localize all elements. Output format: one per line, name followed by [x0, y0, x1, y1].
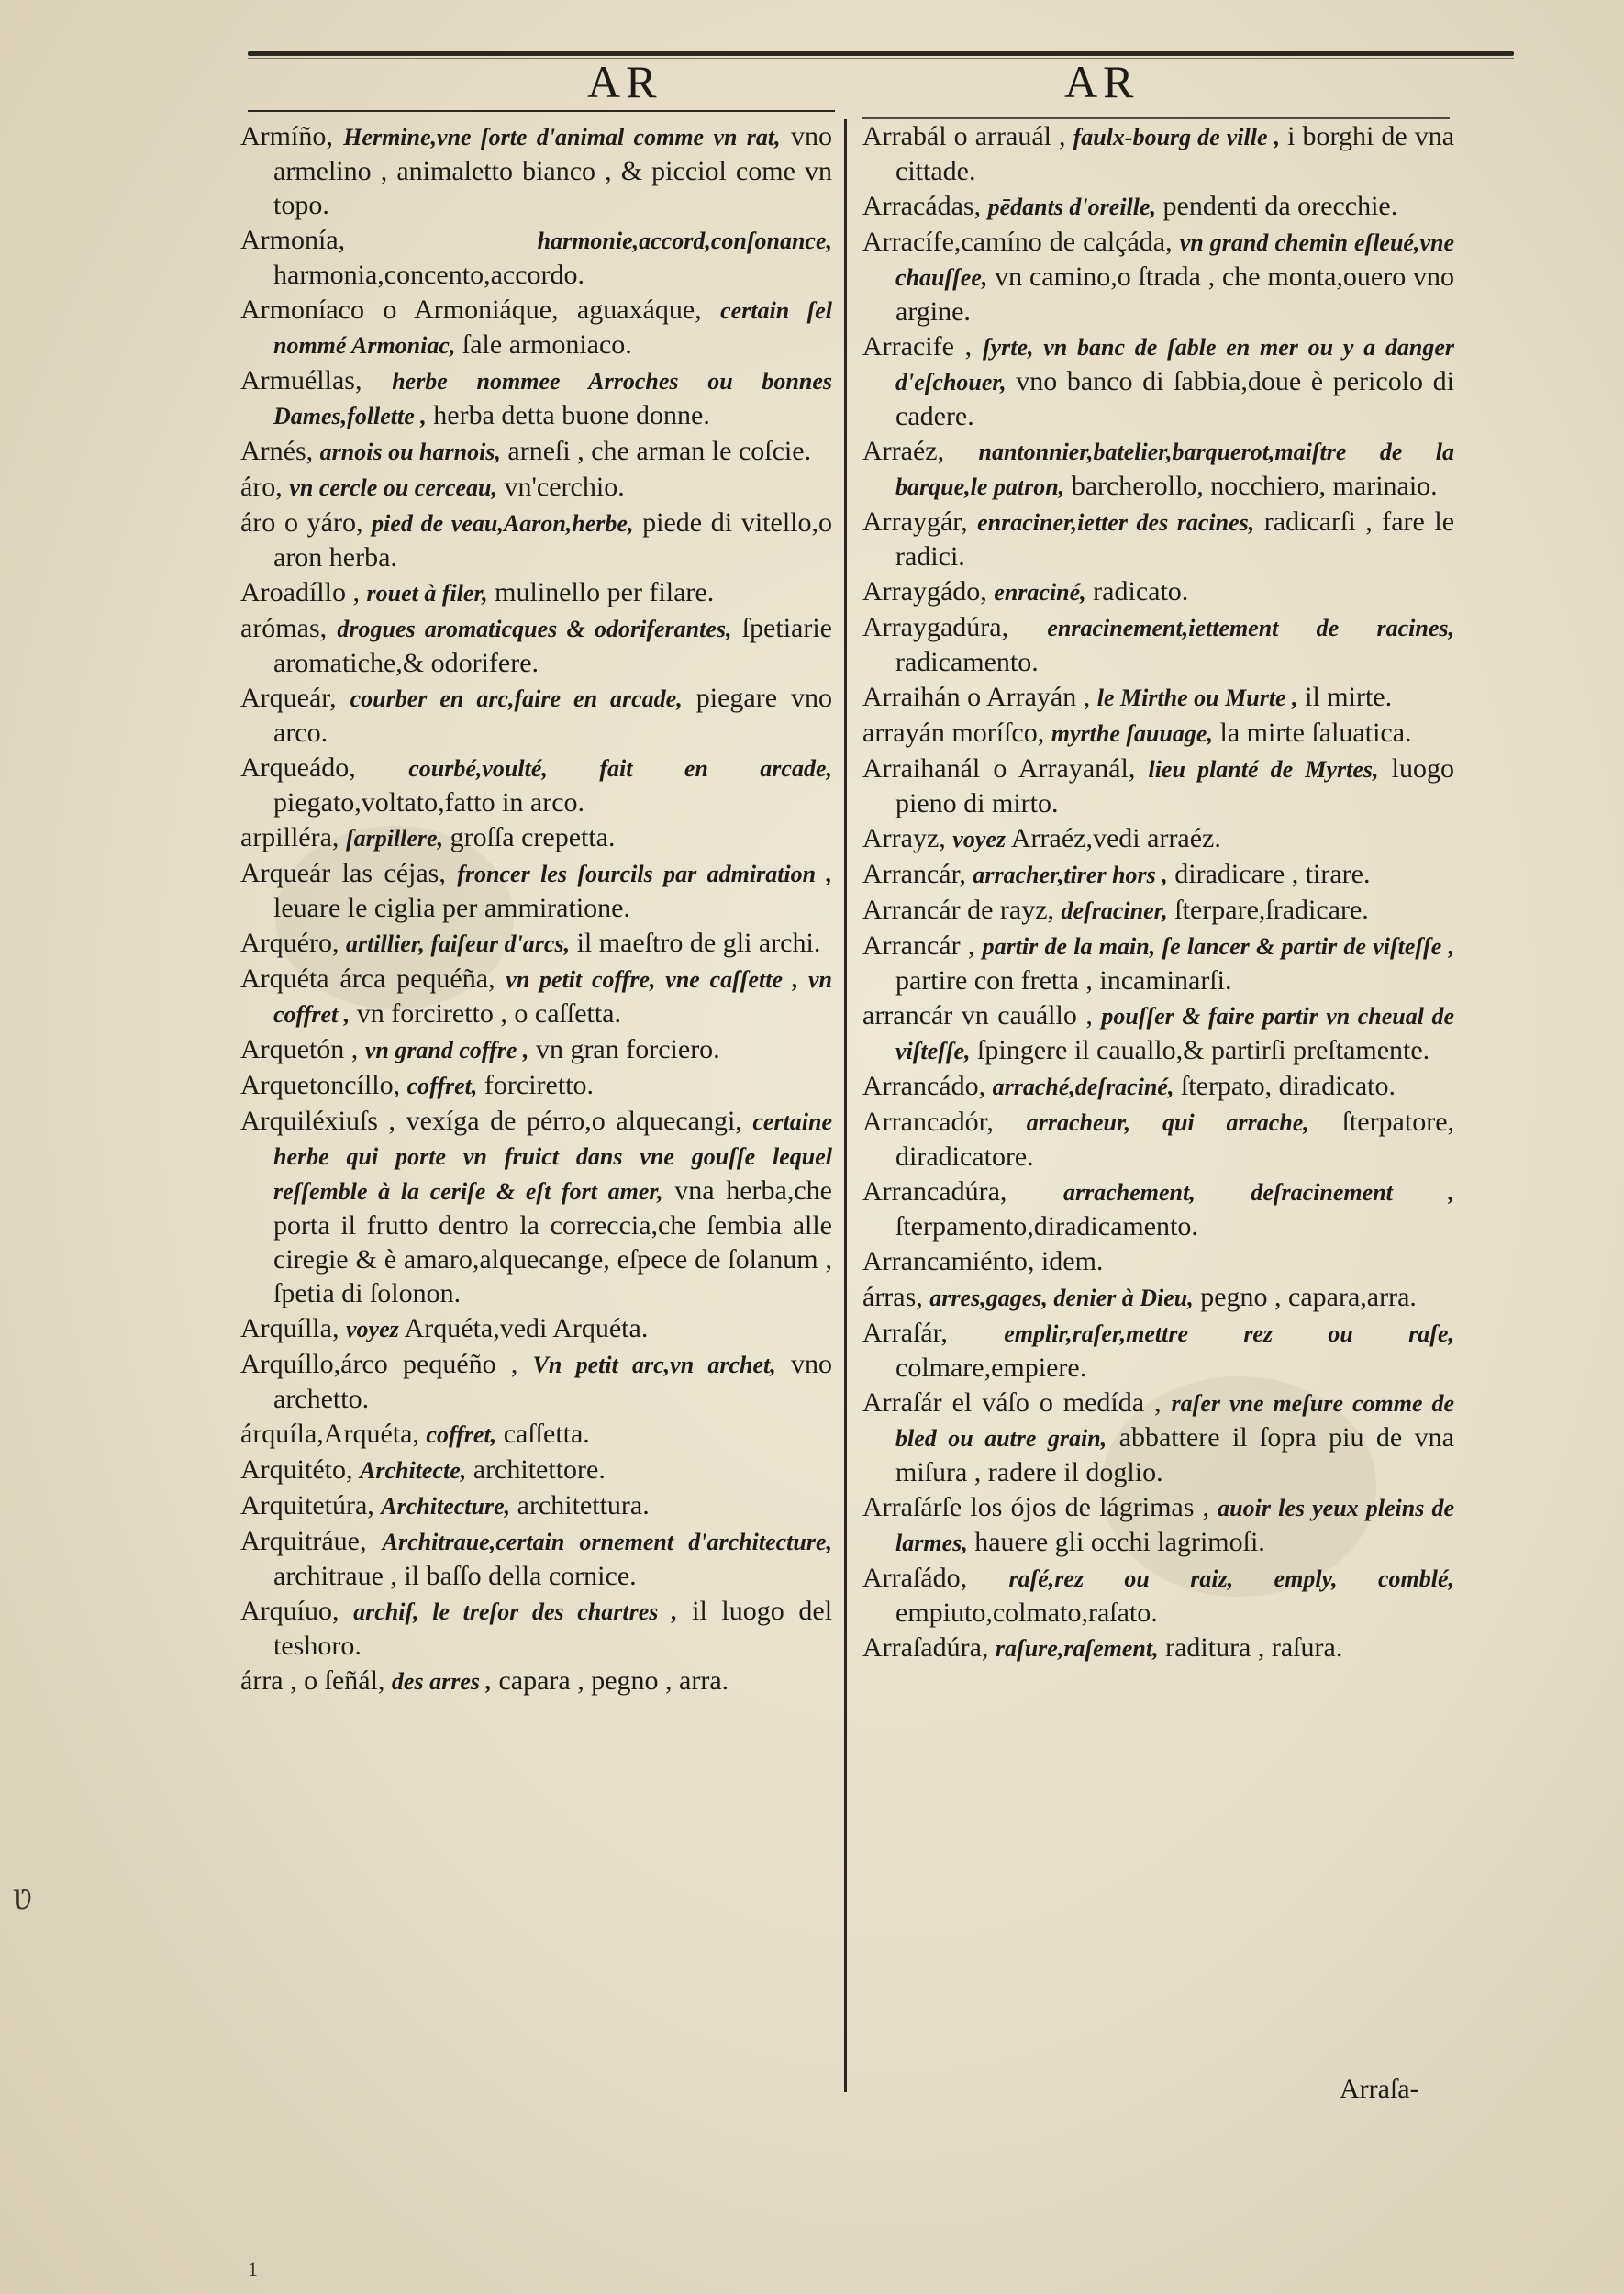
- entry-italian: forciretto.: [484, 1070, 595, 1100]
- entry-headword: Arrancár ,: [862, 930, 975, 961]
- entry-headword: Arraſár el váſo o medída ,: [862, 1387, 1162, 1418]
- dictionary-entry: [862, 1561, 1454, 1630]
- entry-french: deſraciner,: [1061, 897, 1168, 924]
- entry-headword: arrayán moríſco,: [862, 718, 1045, 748]
- dictionary-entry: [862, 1631, 1454, 1665]
- entry-headword: Arracífe,camíno de calçáda,: [862, 227, 1173, 257]
- entry-french: Hermine,vne ſorte d'animal comme vn rat,: [343, 124, 781, 150]
- entry-headword: arrancár vn cauállo ,: [862, 1000, 1093, 1030]
- entry-italian: vn forciretto , o caſſetta.: [356, 998, 621, 1029]
- dictionary-entry: [862, 716, 1454, 751]
- entry-italian: Arquéta,vedi Arquéta.: [404, 1313, 649, 1343]
- dictionary-entry: [240, 1524, 832, 1593]
- entry-french: ſyrte, vn banc de ſable en mer ou y a danger d'eſchouer,: [895, 334, 1455, 395]
- dictionary-entry: [862, 998, 1454, 1068]
- entry-french: raſer vne meſure comme de bled ou autre grain,: [895, 1390, 1455, 1452]
- entry-headword: Arraſár,: [862, 1318, 948, 1348]
- entry-italian: i borghi de vna cittade.: [895, 121, 1455, 186]
- entry-italian: herba detta buone donne.: [433, 400, 710, 430]
- entry-french: emplir,raſer,mettre rez ou raſe,: [1004, 1320, 1454, 1347]
- entry-headword: Arqueár las céjas,: [240, 858, 446, 888]
- dictionary-entry: [240, 293, 832, 362]
- entry-headword: Arrancadúra,: [862, 1176, 1007, 1207]
- entry-headword: Armuéllas,: [240, 365, 362, 395]
- entry-italian: abbattere il ſopra piu de vna miſura , radere il doglio.: [895, 1422, 1455, 1487]
- right-column: [862, 119, 1454, 1666]
- entry-italian: empiuto,colmato,raſato.: [895, 1598, 1158, 1628]
- entry-italian: il maeſtro de gli archi.: [576, 928, 821, 958]
- entry-french: Vn petit arc,vn archet,: [532, 1352, 776, 1378]
- entry-italian: idem.: [1040, 1246, 1104, 1276]
- entry-headword: Arrabál o arrauál ,: [862, 121, 1066, 151]
- dictionary-entry: [862, 1244, 1454, 1279]
- entry-french: certain ſel nommé Armoniac,: [273, 297, 832, 359]
- entry-french: vn petit coffre, vne caſſette , vn coffret ,: [273, 966, 832, 1028]
- entry-italian: architettore.: [473, 1454, 606, 1485]
- entry-french: pēdants d'oreille,: [987, 194, 1157, 220]
- entry-italian: il mirte.: [1305, 682, 1393, 712]
- dictionary-entry: [862, 1069, 1454, 1104]
- column-divider: [844, 119, 847, 2092]
- dictionary-entry: [240, 506, 832, 574]
- entry-headword: Arquílla,: [240, 1313, 339, 1343]
- dictionary-entry: [240, 1068, 832, 1103]
- entry-french: ſarpillere,: [345, 825, 444, 852]
- entry-french: rouet à filer,: [366, 580, 488, 607]
- entry-italian: vno banco di ſabbia,doue è pericolo di cadere.: [895, 366, 1454, 431]
- dictionary-entry: [240, 434, 832, 469]
- entry-french: lieu planté de Myrtes,: [1148, 756, 1379, 783]
- entry-italian: mulinello per filare.: [495, 577, 715, 607]
- dictionary-entry: [862, 929, 1454, 997]
- running-head-right: AR: [1064, 56, 1140, 107]
- entry-italian: raditura , raſura.: [1165, 1632, 1343, 1663]
- entry-headword: Arraygár,: [862, 507, 968, 537]
- dictionary-entry: [240, 751, 832, 819]
- entry-italian: groſſa crepetta.: [450, 822, 616, 852]
- entry-italian: hauere gli occhi lagrimoſi.: [974, 1527, 1265, 1557]
- dictionary-entry: [240, 1417, 832, 1452]
- entry-french: raſé,rez ou raiz, emply, comblé,: [1008, 1565, 1454, 1592]
- entry-french: faulx-bourg de ville ,: [1073, 124, 1281, 150]
- page-mark: 1: [248, 2257, 258, 2280]
- dictionary-entry: [862, 434, 1454, 504]
- entry-headword: arpilléra,: [240, 822, 339, 852]
- dictionary-entry: [862, 1175, 1454, 1243]
- dictionary-entry: [240, 363, 832, 433]
- entry-french: archif, le treſor des chartres ,: [353, 1598, 678, 1625]
- entry-headword: Arraihanál o Arrayanál,: [862, 753, 1136, 784]
- entry-headword: Arquíllo,árco pequéño ,: [240, 1349, 518, 1379]
- entry-headword: Arraſádo,: [862, 1563, 968, 1593]
- dictionary-entry: [240, 223, 832, 292]
- entry-italian: piegare vno arco.: [273, 683, 832, 748]
- dictionary-entry: [240, 962, 832, 1031]
- entry-italian: pegno , capara,arra.: [1200, 1282, 1417, 1312]
- dictionary-entry: [862, 893, 1454, 928]
- entry-french: vn grand chemin eſleué,vne chauſſee,: [895, 229, 1455, 291]
- entry-italian: ſpingere il cauallo,& partirſi preſtamente.: [977, 1035, 1430, 1065]
- dictionary-entry: [862, 505, 1454, 574]
- entry-headword: Arraéz,: [862, 436, 945, 466]
- entry-italian: arneſi , che arman le coſcie.: [507, 436, 812, 466]
- left-column-rule: [248, 110, 835, 112]
- entry-french: froncer les ſourcils par admiration ,: [457, 861, 833, 887]
- entry-french: arres,gages, denier à Dieu,: [929, 1285, 1194, 1311]
- dictionary-entry: [862, 1386, 1454, 1489]
- entry-french: nantonnier,batelier,barquerot,maiſtre de la barque,le patron,: [895, 439, 1455, 500]
- dictionary-entry: [862, 857, 1454, 892]
- dictionary-entry: [862, 1490, 1454, 1560]
- entry-italian: caſſetta.: [503, 1419, 590, 1449]
- dictionary-entry: [862, 1105, 1454, 1174]
- dictionary-entry: [240, 681, 832, 750]
- entry-headword: arómas,: [240, 613, 328, 643]
- entry-french: myrthe ſauuage,: [1051, 720, 1213, 747]
- entry-french: certaine herbe qui porte vn fruict dans vne gouſſe lequel reſſemble à la ceriſe & eſt fort amer,: [273, 1108, 832, 1205]
- entry-headword: Arrancár,: [862, 859, 966, 889]
- entry-headword: Armoníaco o Armoniáque, aguaxáque,: [240, 295, 702, 325]
- catchword: Arraſa-: [1340, 2074, 1419, 2104]
- entry-headword: Arquíuo,: [240, 1596, 339, 1626]
- dictionary-entry: [240, 856, 832, 925]
- entry-italian: vno archetto.: [273, 1349, 832, 1414]
- entry-headword: áro,: [240, 472, 283, 502]
- entry-italian: capara , pegno , arra.: [498, 1665, 729, 1696]
- dictionary-entry: [240, 926, 832, 961]
- entry-italian: barcherollo, nocchiero, marinaio.: [1071, 471, 1438, 501]
- entry-italian: radicamento.: [895, 647, 1039, 677]
- entry-headword: Arquetoncíllo,: [240, 1070, 401, 1100]
- entry-french: voyez: [345, 1316, 399, 1342]
- entry-headword: árquíla,Arquéta,: [240, 1419, 419, 1449]
- entry-headword: Arnés,: [240, 436, 314, 466]
- entry-headword: Arrancadór,: [862, 1107, 994, 1137]
- entry-french: enraciner,ietter des racines,: [977, 509, 1255, 536]
- header-rule-thin: [248, 58, 1514, 59]
- margin-mark: ʋ: [13, 1873, 32, 1918]
- entry-italian: luogo pieno di mirto.: [895, 753, 1455, 818]
- dictionary-entry: [862, 189, 1454, 224]
- entry-french: des arres ,: [391, 1668, 492, 1695]
- entry-headword: áro o yáro,: [240, 507, 363, 538]
- entry-italian: vna herba,che porta il frutto dentro la correccia,che ſembia alle ciregie & è amaro,alquecange, eſpece de ſolanum , ſpetia di ſolonon.: [273, 1175, 832, 1308]
- entry-french: harmonie,accord,conſonance,: [537, 228, 832, 254]
- dictionary-entry: [240, 1311, 832, 1346]
- dictionary-entry: [240, 1594, 832, 1663]
- entry-headword: Aroadíllo ,: [240, 577, 360, 607]
- entry-italian: ſterpatore, diradicatore.: [895, 1107, 1455, 1172]
- entry-italian: leuare le ciglia per ammiratione.: [273, 893, 630, 923]
- entry-headword: Armíño,: [240, 121, 333, 151]
- entry-headword: árras,: [862, 1282, 923, 1312]
- dictionary-entry: [862, 821, 1454, 856]
- entry-french: Architraue,certain ornement d'architecture,: [382, 1529, 832, 1555]
- entry-headword: Arquitéto,: [240, 1454, 353, 1485]
- entry-headword: Arraihán o Arrayán ,: [862, 682, 1091, 712]
- entry-headword: Arquetón ,: [240, 1034, 359, 1064]
- entry-headword: Arquitetúra,: [240, 1490, 374, 1520]
- entry-headword: Arquiléxiuſs , vexíga de pérro,o alquecangi,: [240, 1106, 742, 1136]
- entry-italian: radicato.: [1093, 576, 1189, 607]
- entry-french: Architecte,: [359, 1457, 467, 1484]
- dictionary-entry: [240, 119, 832, 222]
- entry-italian: il luogo del teshoro.: [273, 1596, 833, 1661]
- entry-italian: radicarſi , fare le radici.: [895, 507, 1455, 572]
- dictionary-entry: [240, 470, 832, 505]
- entry-italian: piede di vitello,o aron herba.: [273, 507, 832, 573]
- entry-french: enraciné,: [994, 579, 1086, 606]
- dictionary-entry: [862, 329, 1454, 433]
- entry-headword: Arracife ,: [862, 331, 973, 362]
- entry-french: pied de veau,Aaron,herbe,: [372, 510, 634, 537]
- entry-headword: árra , o ſeñál,: [240, 1665, 385, 1696]
- entry-french: coffret,: [406, 1073, 478, 1099]
- entry-french: vn grand coffre ,: [364, 1037, 529, 1063]
- entry-french: auoir les yeux pleins de larmes,: [895, 1495, 1455, 1556]
- dictionary-entry: [862, 574, 1454, 609]
- dictionary-entry: [240, 820, 832, 855]
- entry-french: Architecture,: [381, 1493, 511, 1520]
- entry-italian: ſale armoniaco.: [462, 329, 632, 360]
- entry-french: arrachement, deſracinement ,: [1063, 1179, 1454, 1206]
- dictionary-entry: [862, 1280, 1454, 1315]
- entry-italian: ſterpato, diradicato.: [1180, 1071, 1396, 1101]
- entry-french: artillier, faiſeur d'arcs,: [345, 930, 571, 957]
- entry-headword: Armonía,: [240, 225, 346, 255]
- entry-italian: ſterpamento,diradicamento.: [895, 1211, 1198, 1242]
- entry-italian: architraue , il baſſo della cornice.: [273, 1561, 637, 1591]
- entry-headword: Arquéta árca pequéña,: [240, 963, 495, 994]
- dictionary-entry: [240, 1664, 832, 1698]
- entry-french: voyez: [952, 826, 1007, 852]
- entry-french: herbe nommee Arroches ou bonnes Dames,follette ,: [273, 368, 832, 429]
- dictionary-entry: [862, 752, 1454, 820]
- entry-headword: Arqueádo,: [240, 752, 356, 783]
- entry-headword: Arraygádo,: [862, 576, 987, 607]
- dictionary-entry: [240, 611, 832, 680]
- entry-headword: Arracádas,: [862, 191, 982, 221]
- entry-italian: vn'cerchio.: [504, 472, 625, 502]
- entry-headword: Arquitráue,: [240, 1526, 367, 1556]
- running-head-left: AR: [587, 56, 662, 107]
- dictionary-entry: [240, 575, 832, 610]
- dictionary-entry: [240, 1347, 832, 1416]
- entry-italian: pendenti da orecchie.: [1162, 191, 1398, 221]
- left-column: [240, 119, 832, 1699]
- entry-headword: Arrancár de rayz,: [862, 895, 1055, 925]
- entry-italian: piegato,voltato,fatto in arco.: [273, 787, 585, 818]
- dictionary-entry: [862, 1316, 1454, 1385]
- entry-headword: Arrancamiénto,: [862, 1246, 1035, 1276]
- entry-italian: la mirte ſaluatica.: [1219, 718, 1412, 748]
- entry-italian: harmonia,concento,accordo.: [273, 260, 585, 290]
- dictionary-entry: [862, 680, 1454, 715]
- entry-french: courber en arc,faire en arcade,: [350, 685, 683, 712]
- entry-headword: Arraſadúra,: [862, 1632, 989, 1663]
- entry-french: arracher,tirer hors ,: [973, 862, 1168, 888]
- entry-italian: architettura.: [517, 1490, 650, 1520]
- entry-french: partir de la main, ſe lancer & partir de viſteſſe ,: [982, 933, 1454, 960]
- entry-headword: Arqueár,: [240, 683, 337, 713]
- entry-french: arraché,deſraciné,: [992, 1074, 1174, 1100]
- entry-french: coffret,: [426, 1421, 497, 1448]
- dictionary-entry: [862, 610, 1454, 679]
- entry-italian: vn gran forciero.: [535, 1034, 720, 1064]
- dictionary-entry: [862, 119, 1454, 188]
- entry-italian: colmare,empiere.: [895, 1353, 1087, 1383]
- entry-headword: Arrancádo,: [862, 1071, 986, 1101]
- entry-headword: Arraygadúra,: [862, 612, 1009, 642]
- entry-french: arnois ou harnois,: [319, 439, 501, 465]
- header-rule: [248, 51, 1514, 56]
- entry-italian: diradicare , tirare.: [1174, 859, 1371, 889]
- entry-french: drogues aromaticques & odoriferantes,: [337, 616, 732, 642]
- dictionary-entry: [862, 225, 1454, 329]
- entry-italian: Arraéz,vedi arraéz.: [1010, 823, 1221, 853]
- entry-italian: vn camino,o ſtrada , che monta,ouero vno argine.: [895, 262, 1455, 327]
- entry-french: arracheur, qui arrache,: [1026, 1109, 1309, 1136]
- entry-italian: ſterpare,ſradicare.: [1174, 895, 1369, 925]
- entry-headword: Arraſárſe los ójos de lágrimas ,: [862, 1492, 1210, 1522]
- entry-french: le Mirthe ou Murte ,: [1096, 685, 1298, 711]
- entry-french: raſure,raſement,: [995, 1635, 1159, 1662]
- entry-headword: Arrayz,: [862, 823, 946, 853]
- entry-headword: Arquéro,: [240, 928, 339, 958]
- entry-french: vn cercle ou cerceau,: [289, 474, 498, 501]
- dictionary-entry: [240, 1453, 832, 1487]
- entry-italian: vno armelino , animaletto bianco , & picciol come vn topo.: [273, 121, 833, 220]
- dictionary-entry: [240, 1488, 832, 1523]
- dictionary-entry: [240, 1032, 832, 1067]
- dictionary-entry: [240, 1104, 832, 1310]
- entry-french: enracinement,iettement de racines,: [1047, 615, 1454, 641]
- entry-italian: partire con fretta , incaminarſi.: [895, 965, 1232, 996]
- entry-french: courbé,voulté, fait en arcade,: [408, 755, 832, 782]
- entry-italian: ſpetiarie aromatiche,& odorifere.: [273, 613, 832, 678]
- entry-french: pouſſer & faire partir vn cheual de viſteſſe,: [895, 1003, 1454, 1064]
